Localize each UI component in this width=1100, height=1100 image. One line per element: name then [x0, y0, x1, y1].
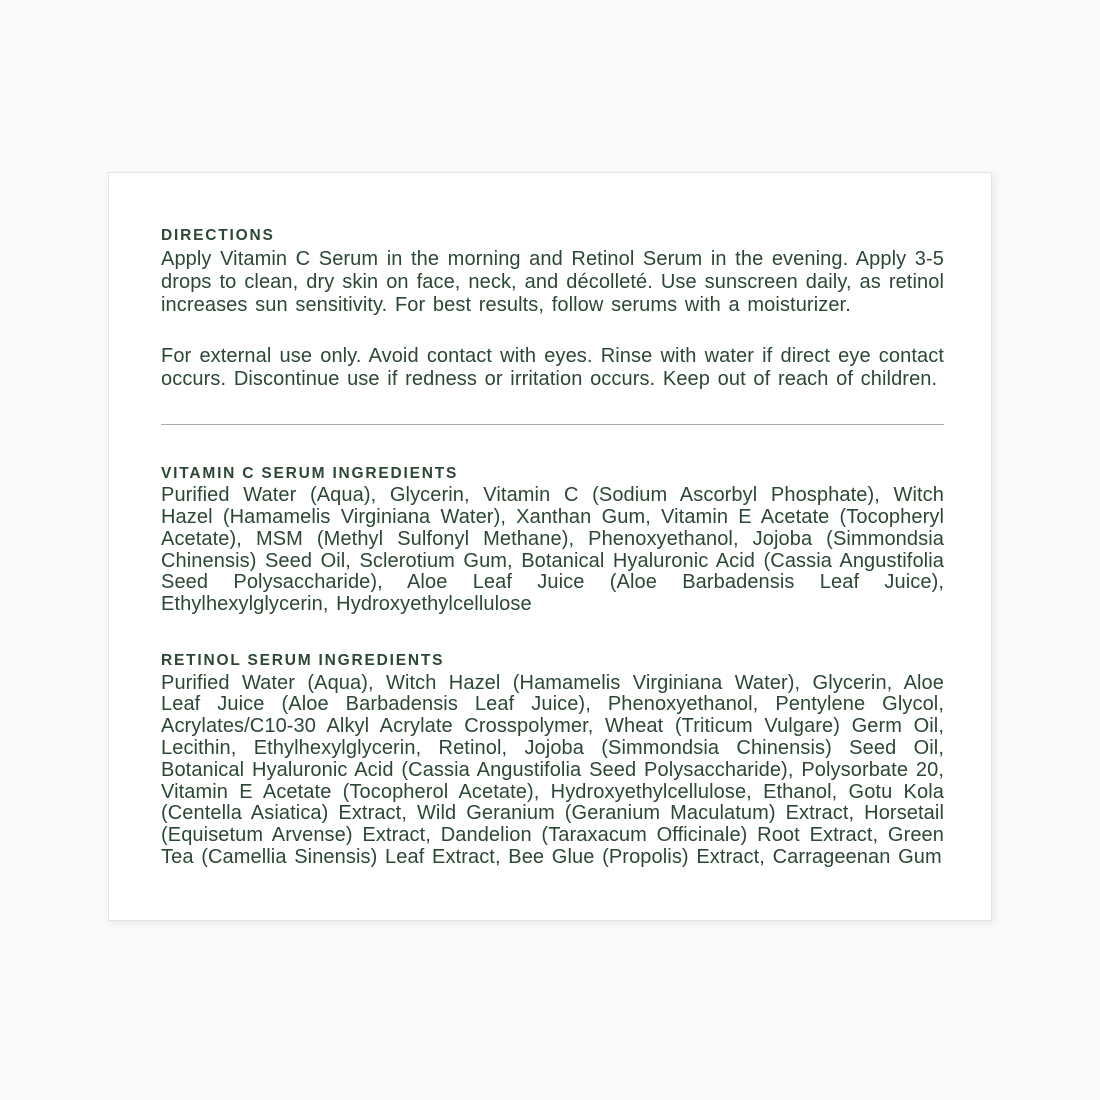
directions-warning-paragraph: For external use only. Avoid contact with eyes. Rinse with water if direct eye contact occurs. Discontinue use if redness or irritation occurs. Keep out of reach of children.	[161, 344, 944, 391]
retinol-ingredients-heading: RETINOL SERUM INGREDIENTS	[161, 652, 445, 669]
vitamin-c-ingredients-list: Purified Water (Aqua), Glycerin, Vitamin C (Sodium Ascorbyl Phosphate), Witch Hazel (Hamamelis Virginiana Water), Xanthan Gum, Vitamin E Acetate (Tocopheryl Acetate), MSM (Methyl Sulfonyl Methane), Phenoxyethanol, Jojoba (Simmondsia Chinensis) Seed Oil, Sclerotium Gum, Botanical Hyaluronic Acid (Cassia Angustifolia Seed Polysaccharide), Aloe Leaf Juice (Aloe Barbadensis Leaf Juice), Ethylhexylglycerin, Hydroxyethylcellulose	[161, 484, 944, 616]
vitamin-c-ingredients-section	[161, 465, 944, 616]
vitamin-c-ingredients-heading: VITAMIN C SERUM INGREDIENTS	[161, 464, 459, 482]
directions-heading: DIRECTIONS	[161, 227, 275, 244]
section-divider	[161, 424, 944, 425]
directions-usage-paragraph: Apply Vitamin C Serum in the morning and Retinol Serum in the evening. Apply 3-5 drops to clean, dry skin on face, neck, and décolleté. Use sunscreen daily, as retinol increases sun sensitivity. For best results, follow serums with a moisturizer.	[161, 247, 944, 317]
retinol-ingredients-section	[161, 652, 944, 869]
directions-section	[161, 227, 944, 392]
retinol-ingredients-list: Purified Water (Aqua), Witch Hazel (Hamamelis Virginiana Water), Glycerin, Aloe Leaf Juice (Aloe Barbadensis Leaf Juice), Phenoxyethanol, Pentylene Glycol, Acrylates/C10-30 Alkyl Acrylate Crosspolymer, Wheat (Triticum Vulgare) Germ Oil, Lecithin, Ethylhexylglycerin, Retinol, Jojoba (Simmondsia Chinensis) Seed Oil, Botanical Hyaluronic Acid (Cassia Angustifolia Seed Polysaccharide), Polysorbate 20, Vitamin E Acetate (Tocopherol Acetate), Hydroxyethylcellulose, Ethanol, Gotu Kola (Centella Asiatica) Extract, Wild Geranium (Geranium Maculatum) Extract, Horsetail (Equisetum Arvense) Extract, Dandelion (Taraxacum Officinale) Root Extract, Green Tea (Camellia Sinensis) Leaf Extract, Bee Glue (Propolis) Extract, Carrageenan Gum	[161, 671, 944, 868]
product-label-card	[108, 172, 992, 921]
